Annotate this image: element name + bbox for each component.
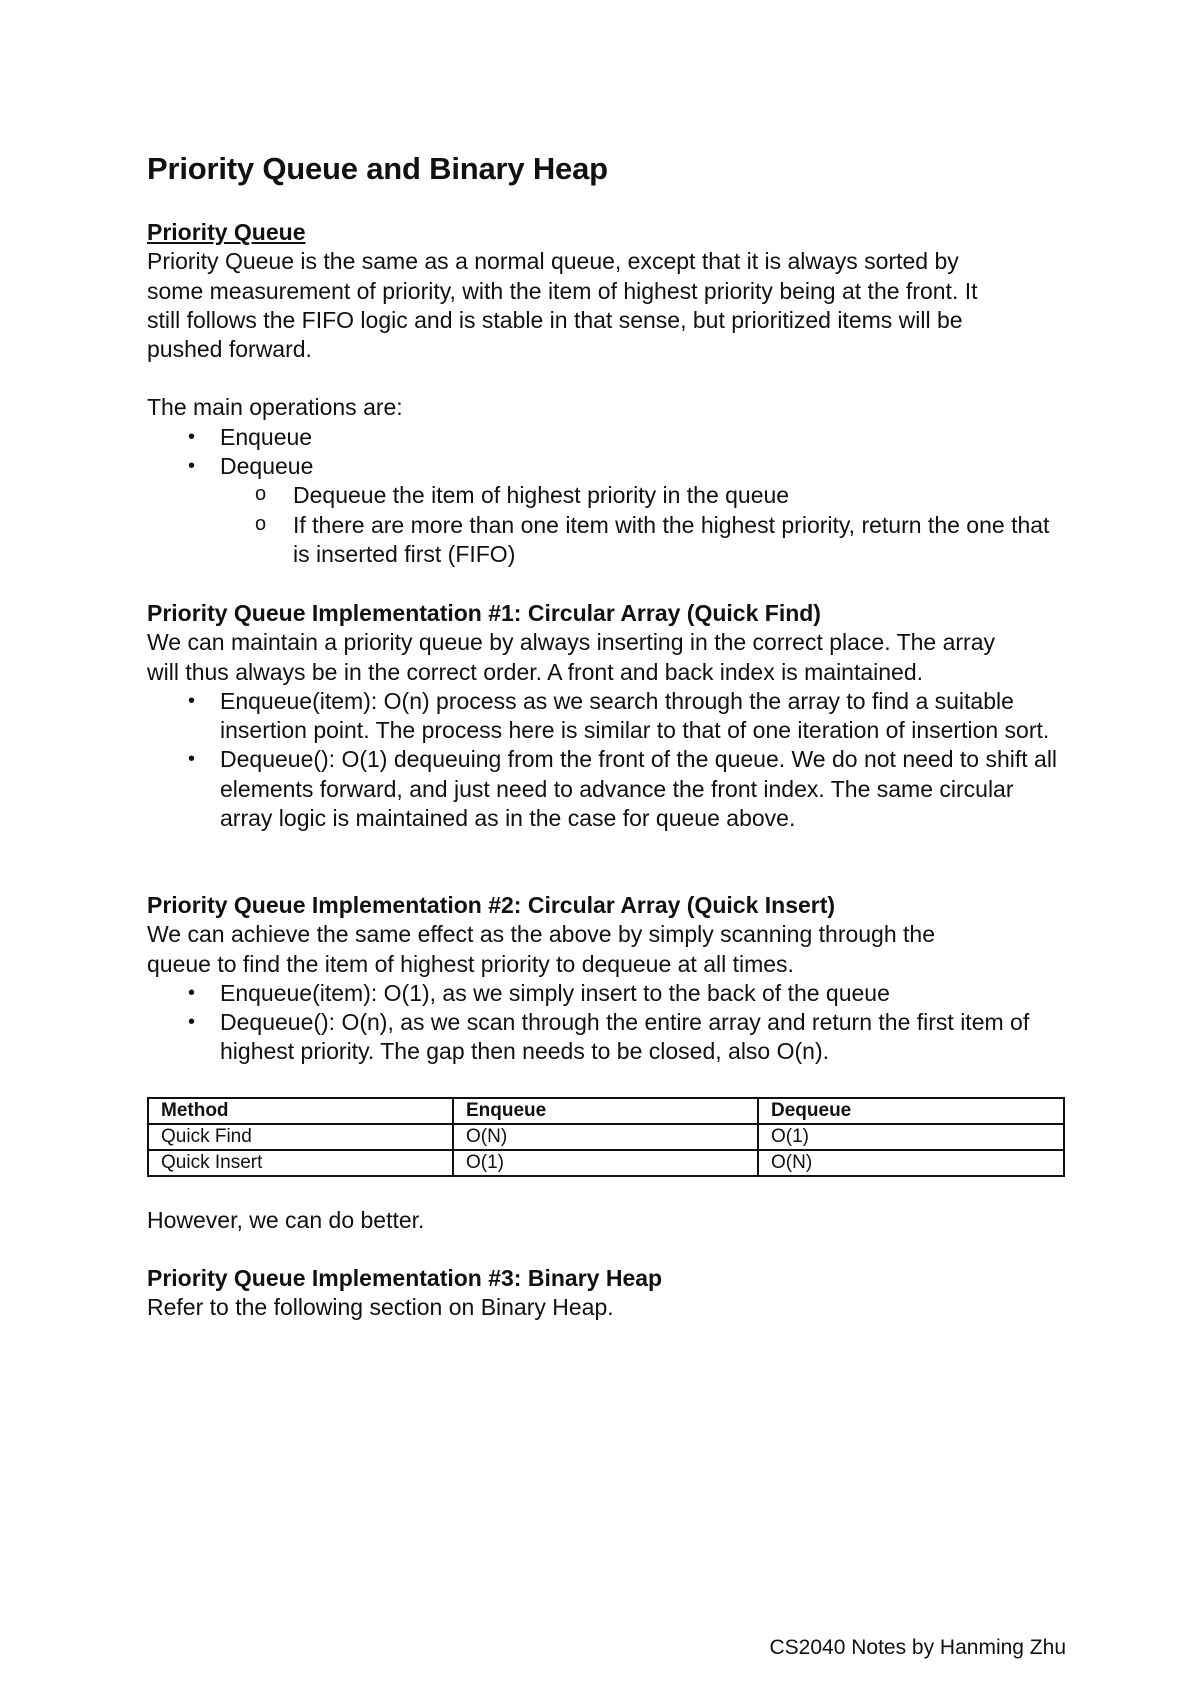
list-item-text: Dequeue (220, 453, 314, 480)
column-header: Method (148, 1098, 453, 1124)
table-cell: O(N) (758, 1150, 1064, 1176)
better-note: However, we can do better. (147, 1207, 425, 1233)
section-heading: Priority Queue (147, 219, 306, 245)
paragraph-line: will thus always be in the correct order. A front and back index is maintained. (147, 658, 924, 685)
paragraph-line: We can achieve the same effect as the above by simply scanning through the (147, 921, 936, 948)
list-item-text: Enqueue(item): O(n) process as we search through the array to find a suitable insertion point. The process here is similar to that of one iteration of insertion sort. (220, 687, 1050, 744)
table-row (148, 1124, 1064, 1150)
bullet-icon: • (188, 689, 196, 712)
paragraph-line: queue to find the item of highest priority to dequeue at all times. (147, 950, 794, 977)
list-item-text: Enqueue(item): O(1), as we simply insert to the back of the queue (220, 979, 890, 1006)
list-item-text: Dequeue(): O(1) dequeuing from the front of the queue. We do not need to shift all elements forward, and just need to advance the front index. The same circular array logic is maintained as in the case for queue above. (220, 746, 1058, 832)
sub-list-item (220, 511, 1067, 570)
priority-queue-section (147, 218, 1067, 569)
table-cell: O(1) (758, 1124, 1064, 1150)
paragraph-line: Priority Queue is the same as a normal queue, except that it is always sorted by (147, 248, 959, 275)
paragraph-line: pushed forward. (147, 336, 312, 363)
sub-bullet-icon: o (255, 483, 267, 506)
section-heading: Priority Queue Implementation #1: Circular Array (Quick Find) (147, 600, 821, 626)
paragraph-line: Refer to the following section on Binary Heap. (147, 1294, 614, 1321)
page-footer: CS2040 Notes by Hanming Zhu (769, 1636, 1066, 1659)
list-item (147, 1008, 1067, 1067)
table-row (148, 1150, 1064, 1176)
operations-list (147, 423, 1067, 569)
comparison-table (147, 1097, 1065, 1177)
bullet-icon: • (188, 981, 196, 1004)
list-item-text: Enqueue (220, 423, 313, 450)
list-item (147, 745, 1067, 833)
paragraph-line: still follows the FIFO logic and is stable in that sense, but prioritized items will be (147, 306, 963, 333)
bullet-icon: • (188, 425, 196, 448)
sub-bullet-icon: o (255, 512, 267, 535)
list-item-text: Dequeue(): O(n), as we scan through the entire array and return the first item of highest priority. The gap then needs to be closed, also O(n). (220, 1009, 1030, 1065)
table-cell: O(1) (453, 1150, 758, 1176)
section-heading: Priority Queue Implementation #3: Binary Heap (147, 1265, 663, 1291)
bullet-icon: • (188, 1011, 196, 1034)
bullet-icon: • (188, 455, 196, 478)
table-cell: O(N) (453, 1124, 758, 1150)
sub-list-item (220, 481, 1067, 510)
list-item (147, 423, 1067, 452)
paragraph-line: We can maintain a priority queue by always inserting in the correct place. The array (147, 629, 996, 656)
section-heading: Priority Queue Implementation #2: Circular Array (Quick Insert) (147, 892, 836, 918)
column-header: Dequeue (758, 1098, 1064, 1124)
dequeue-sublist (220, 481, 1067, 569)
sub-list-item-text: Dequeue the item of highest priority in the queue (293, 482, 790, 509)
spacer (147, 364, 1067, 393)
complexity-list (147, 979, 1067, 1067)
implementation-2-section (147, 891, 1067, 1067)
bullet-icon: • (188, 748, 196, 771)
table-header-row (148, 1098, 1064, 1124)
column-header: Enqueue (453, 1098, 758, 1124)
list-item (147, 687, 1067, 746)
implementation-1-section (147, 599, 1067, 833)
list-item (147, 979, 1067, 1008)
operations-intro: The main operations are: (147, 394, 403, 421)
paragraph-line: some measurement of priority, with the item of highest priority being at the front. It (147, 277, 978, 304)
table-cell: Quick Find (148, 1124, 453, 1150)
complexity-list (147, 687, 1067, 833)
list-item (147, 452, 1067, 569)
page-title: Priority Queue and Binary Heap (147, 151, 608, 186)
table-cell: Quick Insert (148, 1150, 453, 1176)
implementation-3-section (147, 1264, 1067, 1323)
sub-list-item-text: If there are more than one item with the highest priority, return the one that is inserted first (FIFO) (293, 511, 1050, 567)
